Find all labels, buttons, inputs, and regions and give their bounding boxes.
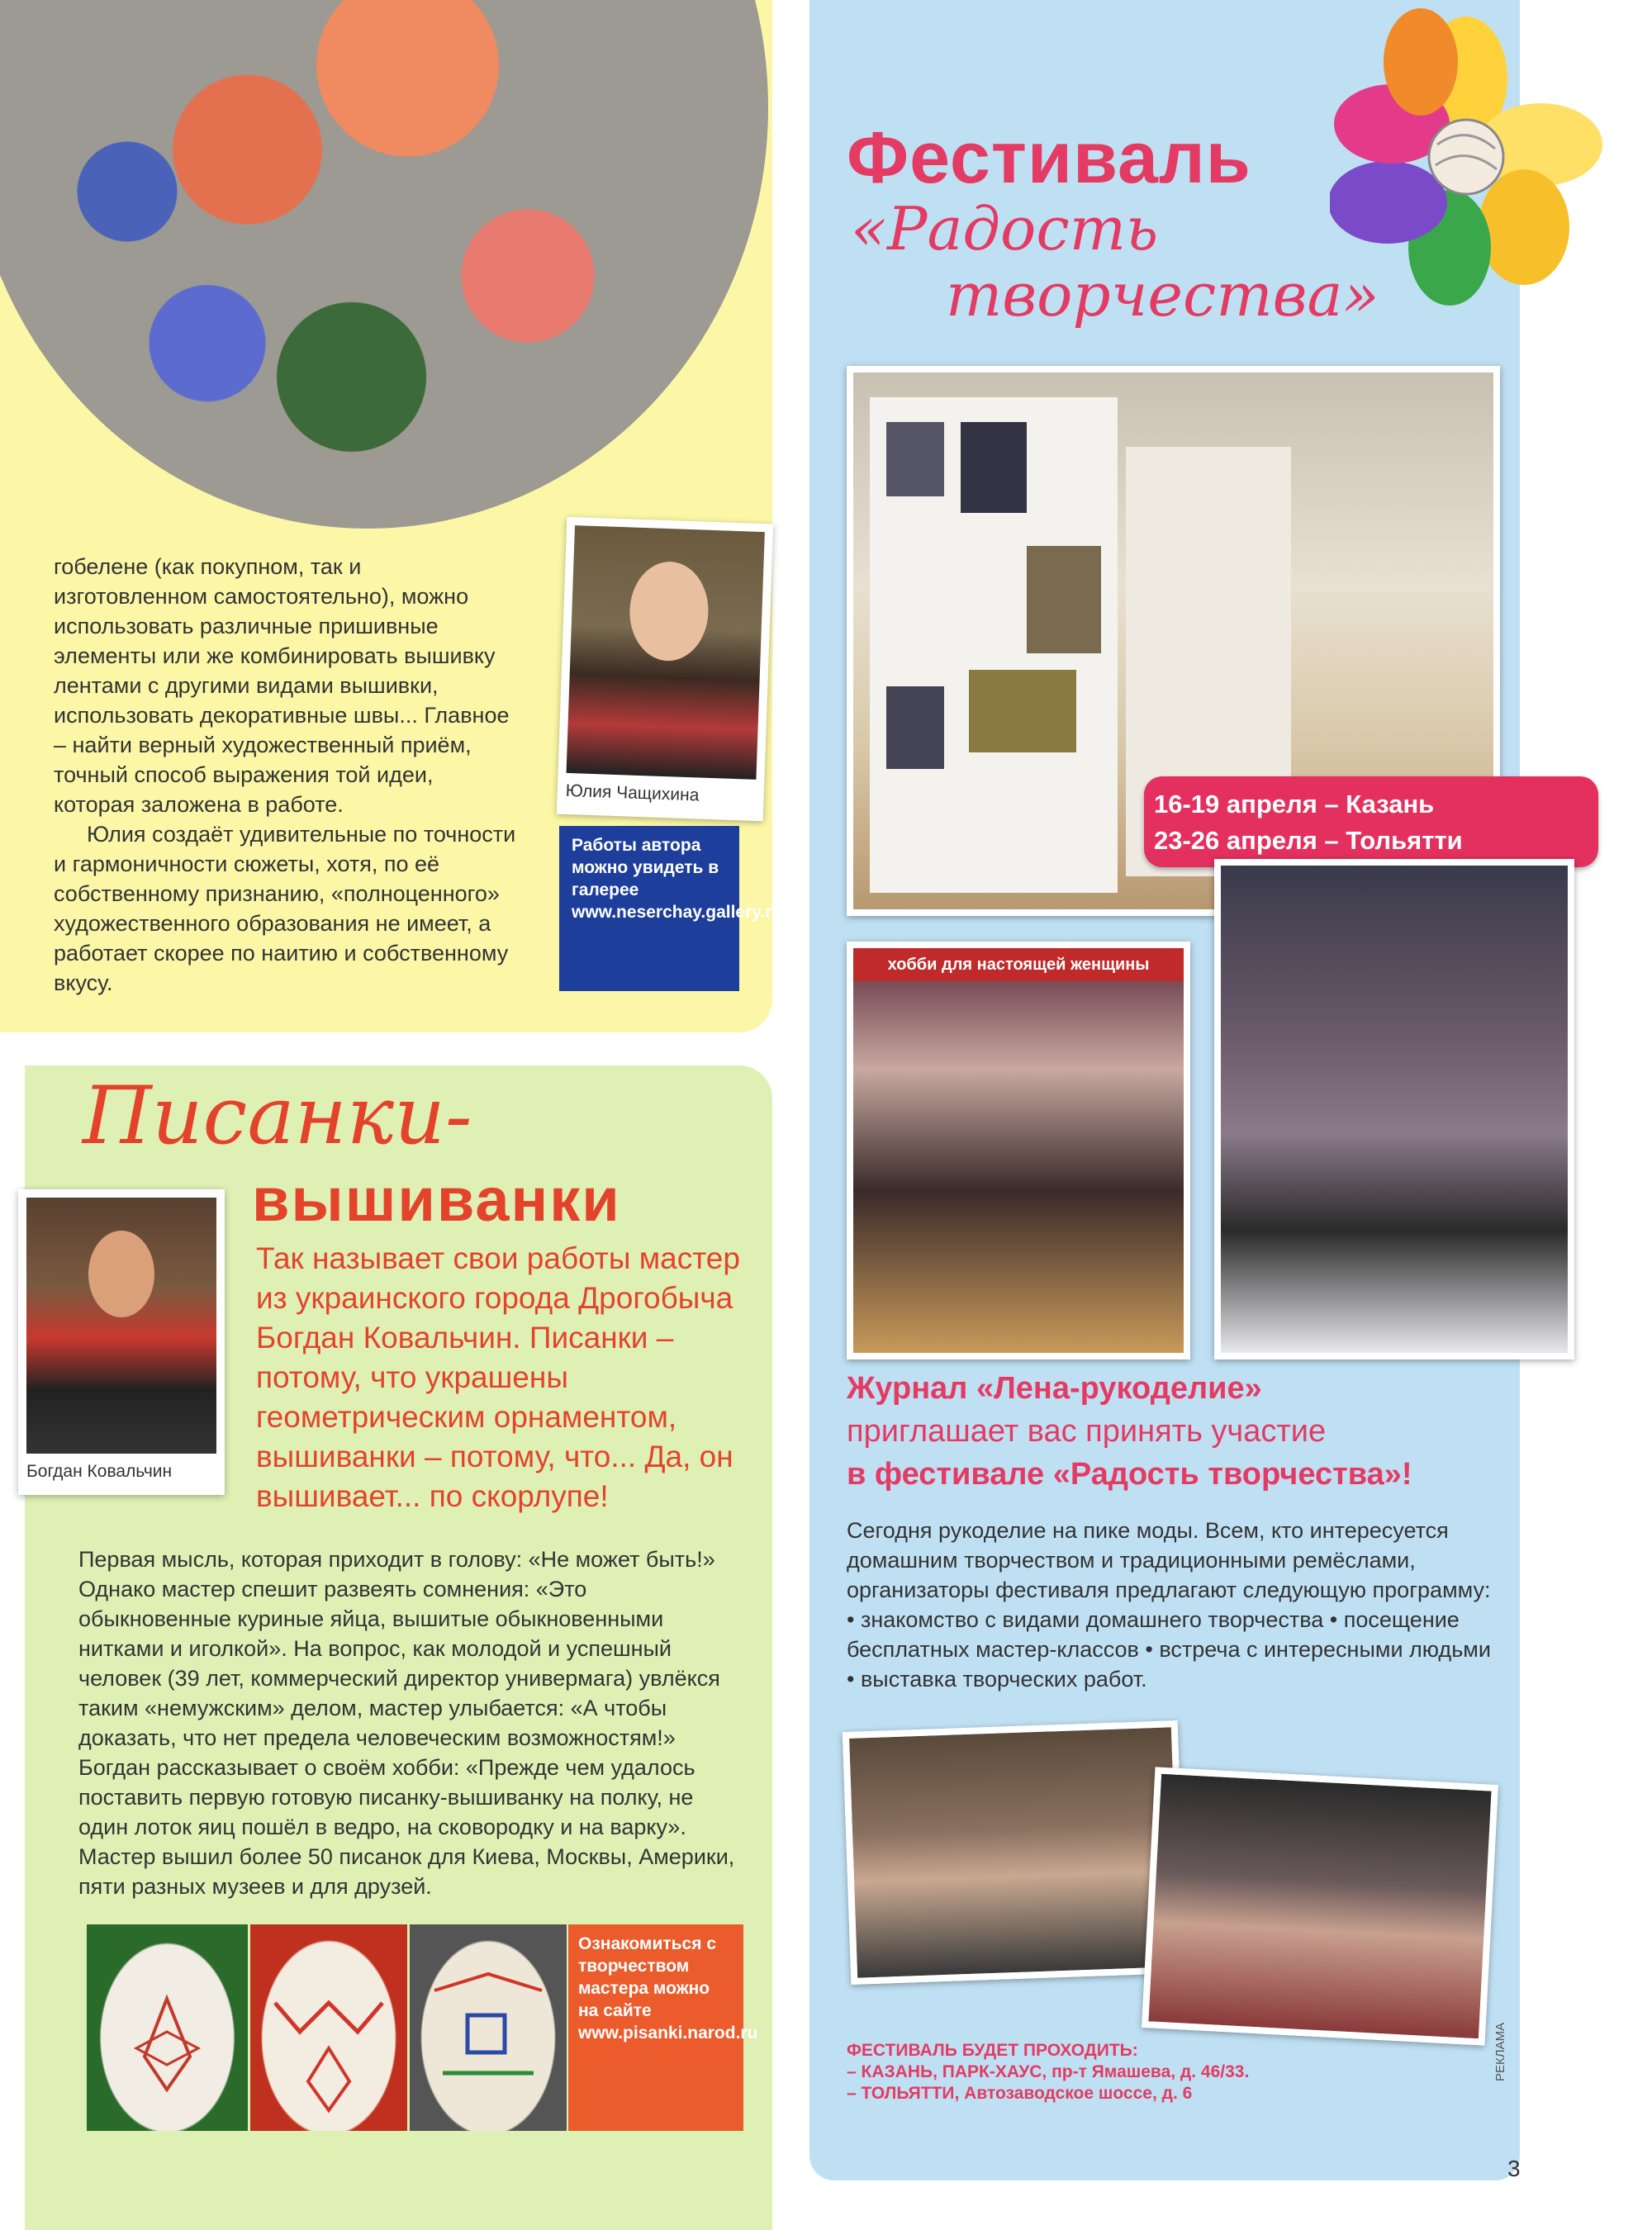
advertising-label: РЕКЛАМА xyxy=(1493,2022,1507,2081)
framed-picture xyxy=(961,422,1027,513)
face-shape xyxy=(628,561,710,662)
workshop-photo-2 xyxy=(1142,1767,1498,2045)
festival-venue xyxy=(847,2040,1425,2104)
pisanki-site-box: Ознакомиться с творчеством мастера можно на сайте www.pisanki.narod.ru xyxy=(568,1924,743,2131)
festival-dates-badge xyxy=(1144,776,1598,867)
pisanki-intro: Так называет свои работы мастер из украинского города Дрогобыча Богдан Ковальчин. Писанки – потому, что украшены геометрическим орнаментом, вышиванки – потому, что... Да, он вышивает... по скорлупе! xyxy=(256,1241,740,1513)
booth-photo-woman xyxy=(847,942,1190,1359)
festival-flower-logo xyxy=(1330,0,1602,306)
embroidery-paragraph-1: гобелене (как покупном, так и изготовленном самостоятельно), можно использовать различные пришивные элементы или же комбинировать вышивку лентами с другими видами вышивки, использовать декоративные швы... Главное – найти верный художественный приём, точный способ выражения той идеи, которая заложена в работе. xyxy=(54,554,510,817)
egg-pattern-3 xyxy=(410,1924,567,2131)
booth-sign: хобби для настоящей женщины xyxy=(853,948,1184,981)
date-kazan: 16-19 апреля – Казань xyxy=(1154,790,1435,818)
venue-tolyatti: – ТОЛЬЯТТИ, Автозаводское шоссе, д. 6 xyxy=(847,2084,1193,2103)
festival-subtitle-2: творчества» xyxy=(946,260,1379,330)
framed-picture xyxy=(1027,546,1101,653)
venue-title: ФЕСТИВАЛЬ БУДЕТ ПРОХОДИТЬ: xyxy=(847,2041,1138,2060)
embroidery-paragraph-2: Юлия создаёт удивительные по точности и гармоничности сюжеты, хотя, по её собственному признанию, «полноценного» художественного образования не имеет, а работает скорее по наитию и собственному вкусу. xyxy=(54,822,516,995)
date-tolyatti: 23-26 апреля – Тольятти xyxy=(1154,826,1463,855)
author-photo-bogdan xyxy=(26,1198,216,1454)
master-class-photo xyxy=(1214,859,1574,1359)
journal-line-3: в фестивале «Радость творчества»! xyxy=(847,1457,1412,1492)
journal-line-1: Журнал «Лена-рукоделие» xyxy=(847,1371,1262,1406)
author-caption-yulia: Юлия Чащихина xyxy=(565,780,700,805)
egg-pattern-1 xyxy=(87,1924,248,2131)
pisanki-body: Первая мысль, которая приходит в голову: «Не может быть!» Однако мастер спешит развеять сомнения: «Это обыкновенные куриные яйца, вышитые обыкновенными нитками и иголкой». На вопрос, как молодой и успешный человек (39 лет, коммерческий директор универмага) увлёкся таким «немужским» делом, мастер улыбается: «А чтобы доказать, что нет предела человеческим возможностям!» Богдан рассказывает о своём хобби: «Прежде чем удалось поставить первую готовую писанку-вышиванку на полку, не один лоток яиц пошёл в ведро, на сковородку и на варку». Мастер вышил более 50 писанок для Киева, Москвы, Америки, пяти разных музеев и для друзей. xyxy=(78,1547,735,1899)
author-photo-card xyxy=(557,517,773,822)
embroidery-text xyxy=(54,552,520,998)
venue-kazan: – КАЗАНЬ, ПАРК-ХАУС, пр-т Ямашева, д. 46/33. xyxy=(847,2062,1250,2081)
author-photo-yulia xyxy=(567,525,765,780)
egg-photo-1 xyxy=(87,1924,248,2131)
journal-line-2: приглашает вас принять участие xyxy=(847,1414,1327,1449)
gallery-info-box: Работы автора можно увидеть в галерее www.neserchay.gallery.ru xyxy=(559,826,739,991)
journal-invitation xyxy=(847,1367,1507,1496)
festival-program: Сегодня рукоделие на пике моды. Всем, кто интересуется домашним творчеством и традиционными ремёслами, организаторы фестиваля предлагают следующую программу: • знакомство с видами домашнего творчества • посещение бесплатных мастер-классов • встреча с интересными людьми • выставка творческих работ. xyxy=(847,1518,1491,1691)
framed-picture xyxy=(969,670,1076,752)
page-number: 3 xyxy=(1507,2156,1521,2181)
pisanki-title-bold: вышиванки xyxy=(252,1165,621,1234)
face-shape xyxy=(88,1231,154,1317)
egg-pattern-2 xyxy=(250,1924,407,2131)
workshop-photo-1 xyxy=(843,1720,1186,1985)
author-caption-bogdan: Богдан Ковальчин xyxy=(26,1462,173,1481)
pisanki-title-script: Писанки- xyxy=(83,1070,472,1162)
egg-photo-3 xyxy=(410,1924,567,2131)
festival-subtitle-1: «Радость xyxy=(851,194,1159,263)
framed-picture xyxy=(886,686,944,769)
bogdan-photo-card xyxy=(18,1189,225,1495)
egg-photo-2 xyxy=(250,1924,407,2131)
festival-title: Фестиваль xyxy=(847,116,1251,198)
framed-picture xyxy=(886,422,944,496)
